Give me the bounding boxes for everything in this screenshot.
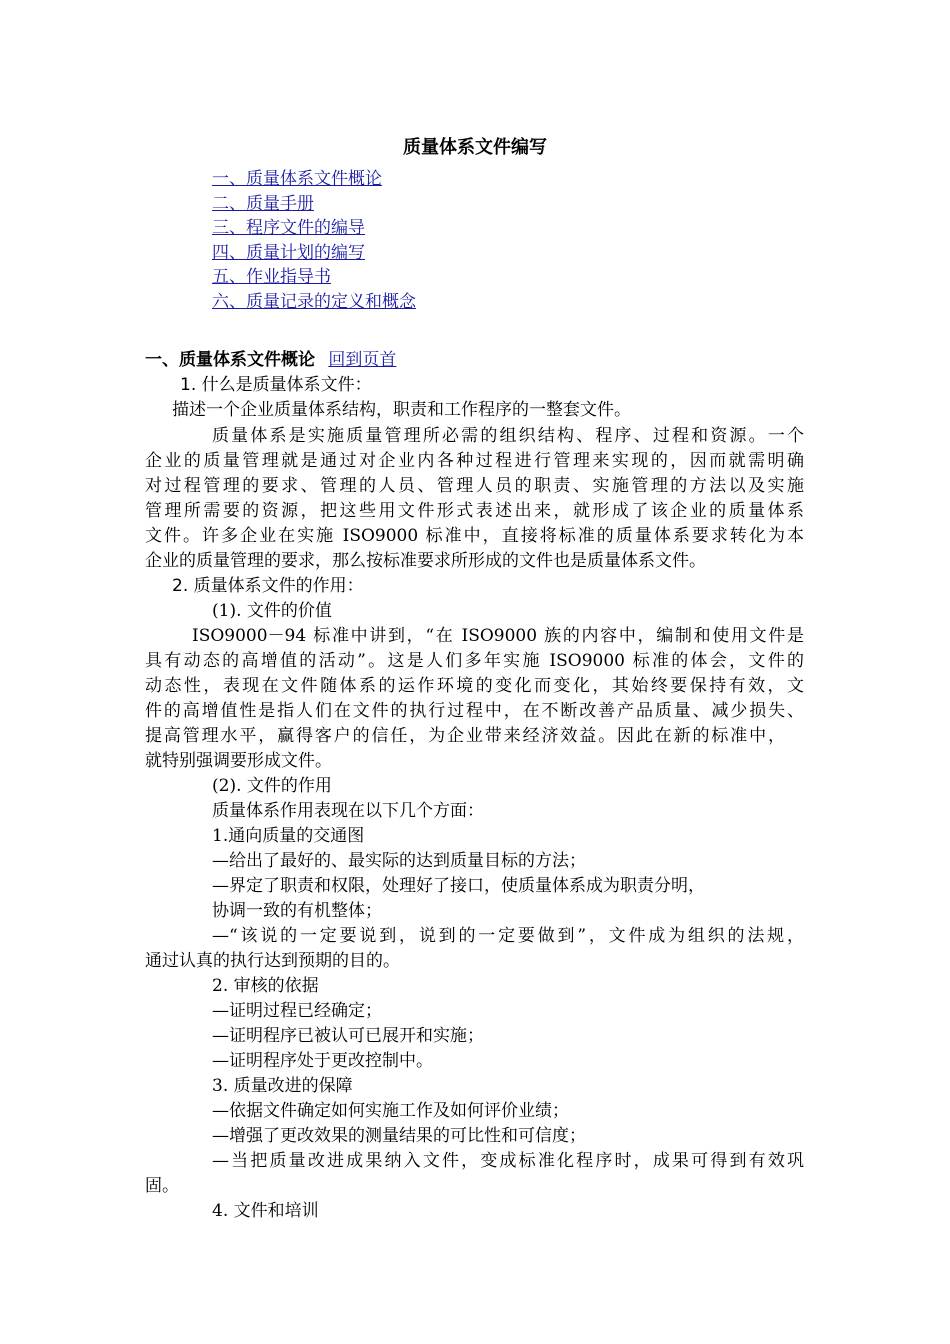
paragraph-line: 质量体系是实施质量管理所必需的组织结构、程序、过程和资源。一个 <box>212 426 804 446</box>
paragraph-line: 对过程管理的要求、管理的人员、管理人员的职责、实施管理的方法以及实施 <box>145 476 804 496</box>
question-heading: 1. 什么是质量体系文件： <box>180 375 372 395</box>
list-item: —当把质量改进成果纳入文件，变成标准化程序时，成果可得到有效巩 <box>212 1151 804 1171</box>
page-title: 质量体系文件编写 <box>403 137 547 158</box>
text-line: 质量体系作用表现在以下几个方面： <box>212 801 484 821</box>
list-item: 固。 <box>145 1176 179 1196</box>
list-heading: 4. 文件和培训 <box>212 1201 319 1221</box>
definition-text: 描述一个企业质量体系结构，职责和工作程序的一整套文件。 <box>172 400 631 420</box>
list-item: 通过认真的执行达到预期的目的。 <box>145 951 400 971</box>
section-heading-row <box>145 348 815 373</box>
list-item: —界定了职责和权限，处理好了接口，使质量体系成为职责分明， <box>212 876 705 896</box>
paragraph-line: 具有动态的高增值的活动”。这是人们多年实施 ISO9000 标准的体会，文件的 <box>145 651 804 671</box>
list-item: —增强了更改效果的测量结果的可比性和可信度； <box>212 1126 586 1146</box>
list-item: 协调一致的有机整体； <box>212 901 382 921</box>
subsection-heading: 2. 质量体系文件的作用： <box>172 576 364 596</box>
paragraph-line: 管理所需要的资源，把这些用文件形式表述出来，就形成了该企业的质量体系 <box>145 501 804 521</box>
paragraph-line: 企业的质量管理就是通过对企业内各种过程进行管理来实现的，因而就需明确 <box>145 451 804 471</box>
back-to-top-link[interactable]: 回到页首 <box>328 350 397 370</box>
subsection-heading: (1). 文件的价值 <box>212 601 332 621</box>
toc-link-quality-records[interactable]: 六、质量记录的定义和概念 <box>212 291 416 312</box>
list-heading: 2. 审核的依据 <box>212 976 319 996</box>
paragraph-line: 文件。许多企业在实施 ISO9000 标准中，直接将标准的质量体系要求转化为本 <box>145 526 804 546</box>
list-heading: 3. 质量改进的保障 <box>212 1076 353 1096</box>
paragraph-line: ISO9000－94 标准中讲到，“在 ISO9000 族的内容中，编制和使用文件是 <box>192 626 804 646</box>
paragraph-line: 动态性，表现在文件随体系的运作环境的变化而变化，其始终要保持有效，文 <box>145 676 804 696</box>
list-item: —依据文件确定如何实施工作及如何评价业绩； <box>212 1101 569 1121</box>
list-heading: 1.通向质量的交通图 <box>212 826 365 846</box>
toc-link-quality-manual[interactable]: 二、质量手册 <box>212 193 314 214</box>
paragraph-line: 件的高增值性是指人们在文件的执行过程中，在不断改善产品质量、减少损失、 <box>145 701 804 721</box>
subsection-heading: (2). 文件的作用 <box>212 776 332 796</box>
table-of-contents <box>212 167 416 315</box>
toc-link-work-instructions[interactable]: 五、作业指导书 <box>212 267 331 288</box>
list-item: —证明程序已被认可已展开和实施； <box>212 1026 484 1046</box>
list-item: —给出了最好的、最实际的达到质量目标的方法； <box>212 851 586 871</box>
toc-link-quality-plan[interactable]: 四、质量计划的编写 <box>212 242 365 263</box>
paragraph-line: 提高管理水平，赢得客户的信任，为企业带来经济效益。因此在新的标准中， <box>145 726 785 746</box>
list-item: —“该说的一定要说到，说到的一定要做到”，文件成为组织的法规， <box>212 926 804 946</box>
toc-link-overview[interactable]: 一、质量体系文件概论 <box>212 169 382 189</box>
paragraph-line: 就特别强调要形成文件。 <box>145 751 332 771</box>
paragraph-line: 企业的质量管理的要求，那么按标准要求所形成的文件也是质量体系文件。 <box>145 551 706 571</box>
section-heading: 一、质量体系文件概论 <box>145 350 315 370</box>
list-item: —证明程序处于更改控制中。 <box>212 1051 433 1071</box>
list-item: —证明过程已经确定； <box>212 1001 382 1021</box>
toc-link-procedure-documents[interactable]: 三、程序文件的编导 <box>212 218 365 239</box>
